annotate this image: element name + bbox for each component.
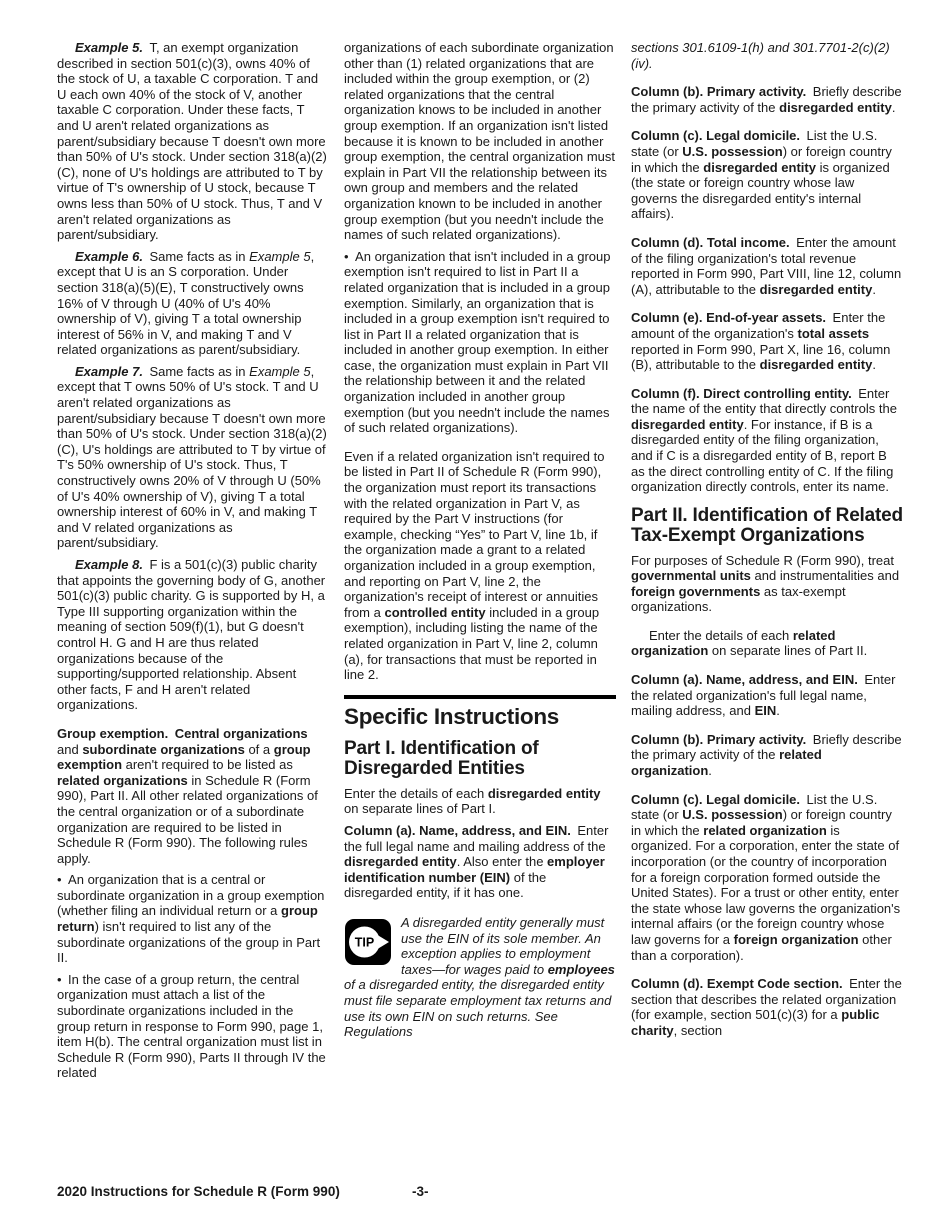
text-run-b: related organization xyxy=(631,627,836,659)
text-run: aren't required to be listed as xyxy=(122,757,293,773)
paragraph xyxy=(57,726,329,866)
paragraph xyxy=(631,976,903,1038)
paragraph xyxy=(631,310,903,372)
paragraph xyxy=(344,40,616,243)
text-run: . xyxy=(891,99,896,115)
text-run-b: Column (c). Legal domicile. xyxy=(631,128,801,144)
text-run: and xyxy=(57,741,83,757)
text-run-b: related organization xyxy=(631,747,822,779)
text-run: For purposes of Schedule R (Form 990), treat xyxy=(631,552,895,568)
text-run: . For instance, if B is a disregarded entity of the filing organization, and if C is a disregarded entity of B, report B as the direct controlling entity of C. If the filing organization directly controls, enter its name. xyxy=(631,416,894,495)
text-run-b: disregarded entity xyxy=(631,416,744,432)
text-run-bi: employees xyxy=(547,961,615,977)
text-run-b: Group exemption. Central organizations xyxy=(57,725,308,741)
paragraph xyxy=(631,235,903,297)
text-run: other than a corporation). xyxy=(631,931,892,963)
text-run-b: foreign governments xyxy=(631,583,761,599)
paragraph xyxy=(57,364,329,551)
paragraph xyxy=(57,40,329,243)
section-heading: Specific Instructions xyxy=(344,703,559,729)
text-run-i: Example 5 xyxy=(249,363,311,379)
paragraph xyxy=(57,557,329,713)
text-run: • An organization that isn't included in a group exemption isn't required to list in Part II a related organization that is included in a group exemption. Similarly, an organization that is included in a group exemption isn't required to list in Part II a related organization that is included in another group exemption. In either case, the organization must explain in Part VII the relationship between it and the related organization included in another group exemption (but you needn't include the names of such related organizations). xyxy=(344,248,611,436)
text-run: • An organization that is a central or subordinate organization in a group exemption (whether filing an individual return or a xyxy=(57,872,325,919)
bullet-item xyxy=(344,249,616,436)
text-run-b: disregarded entity xyxy=(779,99,892,115)
text-run: of a xyxy=(244,741,274,757)
text-run: included in a group exemption), including listing the name of the related organization in Part V, line 2, column (a), for transactions that must be reported in line 2. xyxy=(344,604,600,683)
text-run: Even if a related organization isn't required to be listed in Part II of Schedule R (Form 990), the organization must report its transactions with the related organization in Part V, as required by the Part V instructions (for example, checking “Yes” to Part V, line 1b, if the organization made a grant to a related organization included in a group exemption, and reporting on Part V, line 2, the organization's receipt of interest or annuities from a xyxy=(344,448,605,620)
text-run: F is a 501(c)(3) public charity that appoints the governing body of G, another 501(c)(3) public charity. G is supported by H, a Type III supporting organization within the meaning of section 509(f)(1), but G doesn't control H. G and H are thus related organizations because of the supporting/supported relationship. Absent other facts, F and H aren't related organizations. xyxy=(57,557,326,713)
text-run: . Also enter the xyxy=(456,854,548,870)
text-run-b: total assets xyxy=(797,325,870,341)
text-run: , section xyxy=(673,1022,723,1038)
text-run: ) or foreign country in which the xyxy=(631,143,892,175)
text-run: Enter the section that describes the related organization (for example, section 501(c)(3) for a xyxy=(631,976,902,1023)
text-run-bi: Example 6. xyxy=(75,248,143,264)
text-run-bi: Example 7. xyxy=(75,363,143,379)
text-run-b: U.S. possession xyxy=(682,807,783,823)
text-run: Briefly describe the primary activity of the xyxy=(631,84,902,115)
text-run: in Schedule R (Form 990), Part II. All other related organizations of the central organization or of a subordinate organization are required to be listed in Schedule R (Form 990). The following rules apply. xyxy=(57,772,318,866)
svg-text:TIP: TIP xyxy=(354,935,375,950)
paragraph xyxy=(631,40,903,71)
text-run-b: group exemption xyxy=(57,741,311,773)
text-run-b: employer identification number (EIN) xyxy=(344,854,605,885)
paragraph xyxy=(631,84,903,115)
text-run: Enter the details of each xyxy=(649,627,793,643)
text-run-b: related organizations xyxy=(57,772,188,788)
text-run-b: public charity xyxy=(631,1007,880,1038)
text-run: Enter the name of the entity that directly controls the xyxy=(631,385,897,417)
text-run-bi: Example 5. xyxy=(75,40,143,55)
text-run-b: Column (d). Total income. xyxy=(631,234,790,250)
text-run: on separate lines of Part I. xyxy=(344,801,496,817)
text-run-i: Example 5 xyxy=(249,248,311,264)
text-run: List the U.S. state (or xyxy=(631,791,878,823)
column-1 xyxy=(57,40,329,1081)
part-heading: Part I. Identification of Disregarded Entities xyxy=(344,738,539,780)
text-run: Briefly describe the primary activity of the xyxy=(631,731,902,763)
page-footer xyxy=(0,1184,950,1204)
text-run-b: EIN xyxy=(754,703,777,719)
bullet-item xyxy=(57,972,329,1081)
text-run: reported in Form 990, Part X, line 16, column (B), attributable to the xyxy=(631,341,891,373)
text-run-b: disregarded entity xyxy=(703,159,816,175)
text-run: . xyxy=(708,763,712,779)
paragraph xyxy=(344,786,616,817)
text-run: . xyxy=(776,703,780,719)
tip-note xyxy=(344,915,616,1040)
text-run-b: Column (b). Primary activity. xyxy=(631,731,807,747)
text-run-bi: Example 8. xyxy=(75,557,143,572)
text-run-b: Column (a). Name, address, and EIN. xyxy=(631,672,858,688)
text-run: on separate lines of Part II. xyxy=(708,643,868,659)
footer-document-title: 2020 Instructions for Schedule R (Form 990) xyxy=(57,1184,340,1199)
text-run-b: governmental units xyxy=(631,568,751,584)
text-run: , except that U is an S corporation. Under section 318(a)(5)(E), T constructively owns 16% of V through U (40% of U's 40% ownership of V), giving T a total ownership interest of 56% in V, and making T and V related organizations as parent/subsidiary. xyxy=(57,248,315,358)
text-run: organizations of each subordinate organization other than (1) related organizations that are included within the group exemption, or (2) related organizations that the central organization knows to be included in another group exemption. If an organization isn't listed because it is known to be included in another group exemption, the central organization must explain in Part VII the relationship between its own group and members and the related organization known to be included in another group exemption (but you needn't include the names of such related organizations). xyxy=(344,40,615,243)
paragraph xyxy=(57,249,329,358)
text-run-b: disregarded entity xyxy=(759,357,873,373)
text-run: Same facts as in xyxy=(142,363,250,379)
text-run: Enter the details of each xyxy=(344,785,488,801)
text-run: Same facts as in xyxy=(142,248,250,264)
text-run: T, an exempt organization described in section 501(c)(3), owns 40% of the stock of U, a taxable C corporation. T and U each own 40% of the stock of V, another taxable C corporation. Under these facts, T and U aren't related organizations as parent/subsidiary because T doesn't own more than 50% of U's stock. Under section 318(a)(2)(C), none of U's holdings are attributed to T by virtue of T's ownership of U stock, because T owns less than 50% of U stock. Thus, T and V aren't related organizations as parent/subsidiary. xyxy=(57,40,327,243)
part-heading: Part II. Identification of Related Tax-Exempt Organizations xyxy=(631,504,903,547)
column-3 xyxy=(631,40,903,1039)
text-run: List the U.S. state (or xyxy=(631,128,878,159)
paragraph xyxy=(631,792,903,964)
text-run: ) isn't required to list any of the subordinate organizations of the group in Part II. xyxy=(57,919,321,966)
text-run: . xyxy=(872,357,876,373)
text-run: Enter the amount of the organization's xyxy=(631,310,886,341)
text-run-b: disregarded entity xyxy=(487,785,601,801)
text-run: Enter the full legal name and mailing address of the xyxy=(344,822,609,854)
footer-page-number: -3- xyxy=(412,1184,429,1199)
text-run-b: subordinate organizations xyxy=(82,741,245,757)
text-run-b: U.S. possession xyxy=(682,143,783,159)
bullet-item xyxy=(57,872,329,966)
text-run-b: group return xyxy=(57,903,318,935)
text-run-i: of a disregarded entity, the disregarded entity must file separate employment tax returns and use its own EIN on such returns. See Regulations xyxy=(344,977,612,1040)
text-run-b: Column (a). Name, address, and EIN. xyxy=(344,822,571,838)
paragraph xyxy=(631,732,903,779)
text-run: Enter the amount of the filing organization's total revenue reported in Form 990, Part VIII, line 12, column (A), attributable to the xyxy=(631,234,902,297)
text-run-b: disregarded entity xyxy=(759,281,873,297)
text-run-b: Column (d). Exempt Code section. xyxy=(631,976,843,992)
text-run-b: related organization xyxy=(703,822,827,838)
paragraph xyxy=(631,128,903,222)
paragraph xyxy=(344,823,616,901)
text-run-b: Column (e). End-of-year assets. xyxy=(631,310,827,326)
text-run: of the disregarded entity, if it has one. xyxy=(344,869,547,901)
text-run-b: Column (f). Direct controlling entity. xyxy=(631,385,852,401)
text-run: is organized (the state or foreign country whose law governs the disregarded entity's internal affairs). xyxy=(631,159,890,222)
text-columns xyxy=(57,40,903,1081)
paragraph xyxy=(631,672,903,719)
tip-icon xyxy=(344,918,392,966)
paragraph xyxy=(631,386,903,495)
text-run-i: sections 301.6109-1(h) and 301.7701-2(c)(2)(iv). xyxy=(631,40,890,71)
text-run: is organized. For a corporation, enter the state of incorporation (or the country of incorporation for a foreign corporation formed outside the United States). For a trust or other entity, enter the state whose law governs the organization's internal affairs (or the foreign country whose law governs for a xyxy=(631,822,901,947)
text-run-b: foreign organization xyxy=(733,931,859,947)
section-rule xyxy=(344,695,616,699)
text-run-b: Column (b). Primary activity. xyxy=(631,84,807,100)
text-run: as tax-exempt organizations. xyxy=(631,583,846,615)
text-run-b: controlled entity xyxy=(384,604,486,620)
text-run: and instrumentalities and xyxy=(750,568,900,584)
text-run: • In the case of a group return, the central organization must attach a list of the subordinate organizations included in the group return in response to Form 990, page 1, item H(b). The central organization must list in Schedule R (Form 990), Parts II through IV the related xyxy=(57,971,326,1081)
text-run: ) or foreign country in which the xyxy=(631,807,892,838)
text-run: Enter the related organization's full legal name, mailing address, and xyxy=(631,672,896,719)
column-2 xyxy=(344,40,616,1040)
text-run-i: A disregarded entity generally must use the EIN of its sole member. An exception applies to employment taxes—for wages paid to xyxy=(401,914,605,977)
paragraph xyxy=(344,449,616,683)
text-run-b: Column (c). Legal domicile. xyxy=(631,791,801,807)
text-run: , except that T owns 50% of U's stock. T and U aren't related organizations as parent/subsidiary because T doesn't own more than 50% of U's stock. Under section 318(a)(2)(C), U's holdings are attributed to T by virtue of T's 50% ownership of U's stock. Thus, T constructively owns 20% of V through U (50% of U's 40% ownership of V), giving T a total ownership interest of 60% in V, and making T and V related organizations as parent/subsidiary. xyxy=(57,363,327,551)
text-run-b: disregarded entity xyxy=(344,854,457,870)
paragraph xyxy=(631,553,903,615)
paragraph xyxy=(631,628,903,659)
text-run: . xyxy=(872,281,876,297)
